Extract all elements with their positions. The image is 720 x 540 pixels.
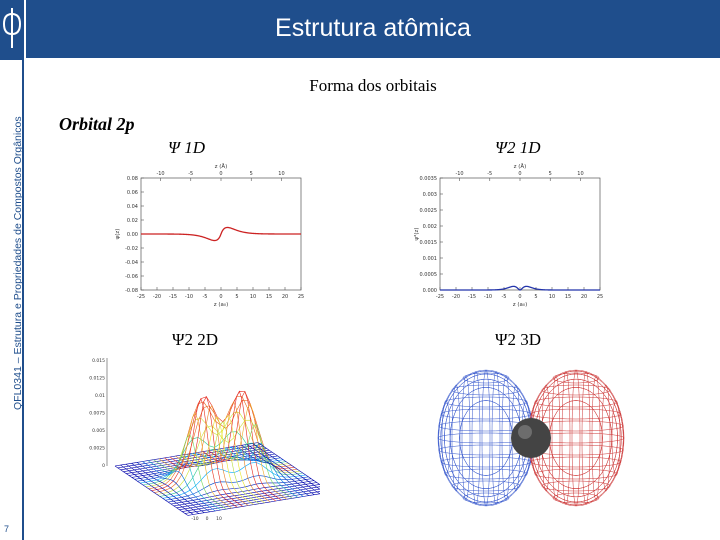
psi-1d-chart (115, 158, 310, 310)
nucleus-sphere (511, 418, 551, 458)
x-tick-label: 15 (265, 294, 273, 300)
top-tick-label: 0 (219, 171, 223, 177)
orbital-label: Orbital 2p (59, 114, 135, 134)
surface-mesh-line (171, 481, 314, 504)
panel-label-psi2-3d: Ψ2 3D (495, 330, 542, 349)
x-tick-label: 10 (216, 517, 222, 522)
course-name: QFL0341 – Estrutura e Propriedades de Compostos Orgânicos (12, 116, 24, 410)
lobe-mesh-line (445, 397, 527, 407)
x-tick-label: 5 (235, 294, 239, 300)
lobe-mesh-line (462, 376, 470, 500)
y-tick-label: 0.06 (126, 190, 138, 196)
lobe-mesh-line (549, 400, 602, 475)
x-tick-label: 15 (564, 294, 572, 300)
surface-mesh-line (126, 464, 199, 513)
surface-mesh-line (179, 486, 320, 509)
x-tick-label: 0 (205, 517, 209, 522)
y-tick-label: -0.04 (125, 260, 138, 266)
x-tick-label: -10 (483, 294, 493, 300)
lobe-mesh-line (472, 371, 480, 504)
y-tick-label: 0.00 (126, 232, 138, 238)
y-tick-label: 0.003 (422, 192, 437, 198)
psi2-3d-orbital (430, 352, 630, 524)
surface-mesh-line (115, 466, 188, 515)
z-tick-label: 0.015 (92, 359, 105, 364)
z-tick-label: 0.0075 (89, 411, 105, 417)
surface-mesh-line (203, 391, 276, 501)
x-tick-label: 0 (518, 294, 522, 300)
top-tick-label: 0 (518, 171, 522, 177)
x-tick-label: -20 (152, 294, 162, 300)
y-tick-label: -0.06 (125, 274, 138, 280)
page-title: Estrutura atômica (275, 14, 471, 42)
x-tick-label: -10 (184, 294, 194, 300)
sidebar (0, 0, 24, 540)
panel-label-psi2-1d: Ψ2 1D (495, 138, 541, 157)
plot-frame (440, 178, 600, 290)
y-tick-label: 0.02 (126, 218, 138, 224)
lobe-mesh-line (552, 376, 560, 500)
y-tick-label: 0.0005 (419, 272, 437, 278)
top-tick-label: -5 (487, 171, 493, 177)
lobe-mesh-line (459, 400, 512, 475)
x-tick-label: -15 (168, 294, 178, 300)
lobe-mesh-line (549, 400, 602, 475)
y-tick-label: 0.001 (422, 256, 437, 262)
y-tick-label: 0.0025 (419, 208, 437, 214)
psi2-1d-chart (410, 158, 610, 310)
lobe-mesh-line (445, 469, 527, 479)
header-bar (26, 0, 720, 58)
x-tick-label: 25 (596, 294, 604, 300)
top-tick-label: -10 (455, 171, 464, 177)
x-tick-label: 20 (580, 294, 588, 300)
surface-mesh-line (185, 490, 320, 513)
panel-label-psi-1d: Ψ 1D (168, 138, 205, 157)
top-tick-label: 5 (249, 171, 253, 177)
top-tick-label: 10 (577, 171, 584, 177)
x-axis-label: z (a₀) (512, 302, 528, 308)
university-logo-icon (0, 0, 24, 60)
x-tick-label: -20 (451, 294, 461, 300)
surface-mesh-line (182, 488, 320, 511)
x-tick-label: 5 (534, 294, 538, 300)
x-tick-label: -15 (467, 294, 477, 300)
nucleus-highlight (518, 425, 532, 439)
x-tick-label: 25 (297, 294, 305, 300)
x-axis-label: z (a₀) (213, 302, 229, 308)
lobe-mesh-line (482, 370, 490, 506)
y-axis-label: ψ²(z) (414, 227, 420, 241)
lobe-mesh-line (452, 385, 460, 491)
y-tick-label: 0.0015 (419, 240, 437, 246)
top-axis-label: z (Å) (214, 164, 228, 170)
top-tick-label: -10 (156, 171, 165, 177)
page-number: 7 (4, 524, 10, 534)
x-tick-label: -5 (501, 294, 507, 300)
lobe-mesh-line (562, 371, 570, 504)
x-tick-label: -25 (136, 294, 146, 300)
top-tick-label: 5 (548, 171, 552, 177)
x-tick-label: 0 (219, 294, 223, 300)
x-tick-label: 10 (548, 294, 556, 300)
lobe-mesh-line (582, 371, 590, 504)
top-axis-label: z (Å) (513, 164, 527, 170)
x-tick-label: -5 (202, 294, 208, 300)
psi2-2d-surface (85, 338, 320, 523)
x-tick-label: -25 (435, 294, 445, 300)
y-tick-label: 0.04 (126, 204, 138, 210)
z-tick-label: 0.0125 (89, 376, 105, 382)
top-tick-label: 10 (278, 171, 285, 177)
y-tick-label: 0.0035 (419, 176, 437, 182)
z-tick-label: 0 (102, 464, 105, 469)
slide-subtitle: Forma dos orbitais (309, 76, 437, 95)
panel-label-psi2-2d: Ψ2 2D (172, 330, 219, 349)
lobe-mesh-line (459, 400, 512, 475)
y-tick-label: 0.000 (422, 288, 437, 294)
z-tick-label: 0.0025 (89, 446, 105, 452)
x-tick-label: 10 (249, 294, 257, 300)
x-tick-label: 20 (281, 294, 289, 300)
lobe-mesh-line (592, 376, 600, 500)
lobe-mesh-line (502, 376, 510, 500)
lobe-mesh-line (535, 469, 617, 479)
y-tick-label: 0.08 (126, 176, 138, 182)
z-tick-label: 0.005 (92, 429, 105, 434)
y-tick-label: 0.002 (422, 224, 437, 230)
y-tick-label: -0.08 (125, 288, 138, 294)
x-tick-label: -10 (191, 517, 199, 522)
lobe-mesh-line (572, 370, 580, 506)
lobe-mesh-line (602, 385, 610, 491)
y-tick-label: -0.02 (125, 246, 138, 252)
z-tick-label: 0.01 (94, 394, 105, 399)
y-axis-label: ψ(z) (115, 228, 121, 240)
surface-mesh-line (165, 476, 308, 501)
lobe-mesh-line (492, 371, 500, 504)
surface-mesh-line (236, 446, 309, 495)
surface-mesh-line (146, 413, 289, 487)
top-tick-label: -5 (188, 171, 194, 177)
lobe-mesh-line (535, 397, 617, 407)
